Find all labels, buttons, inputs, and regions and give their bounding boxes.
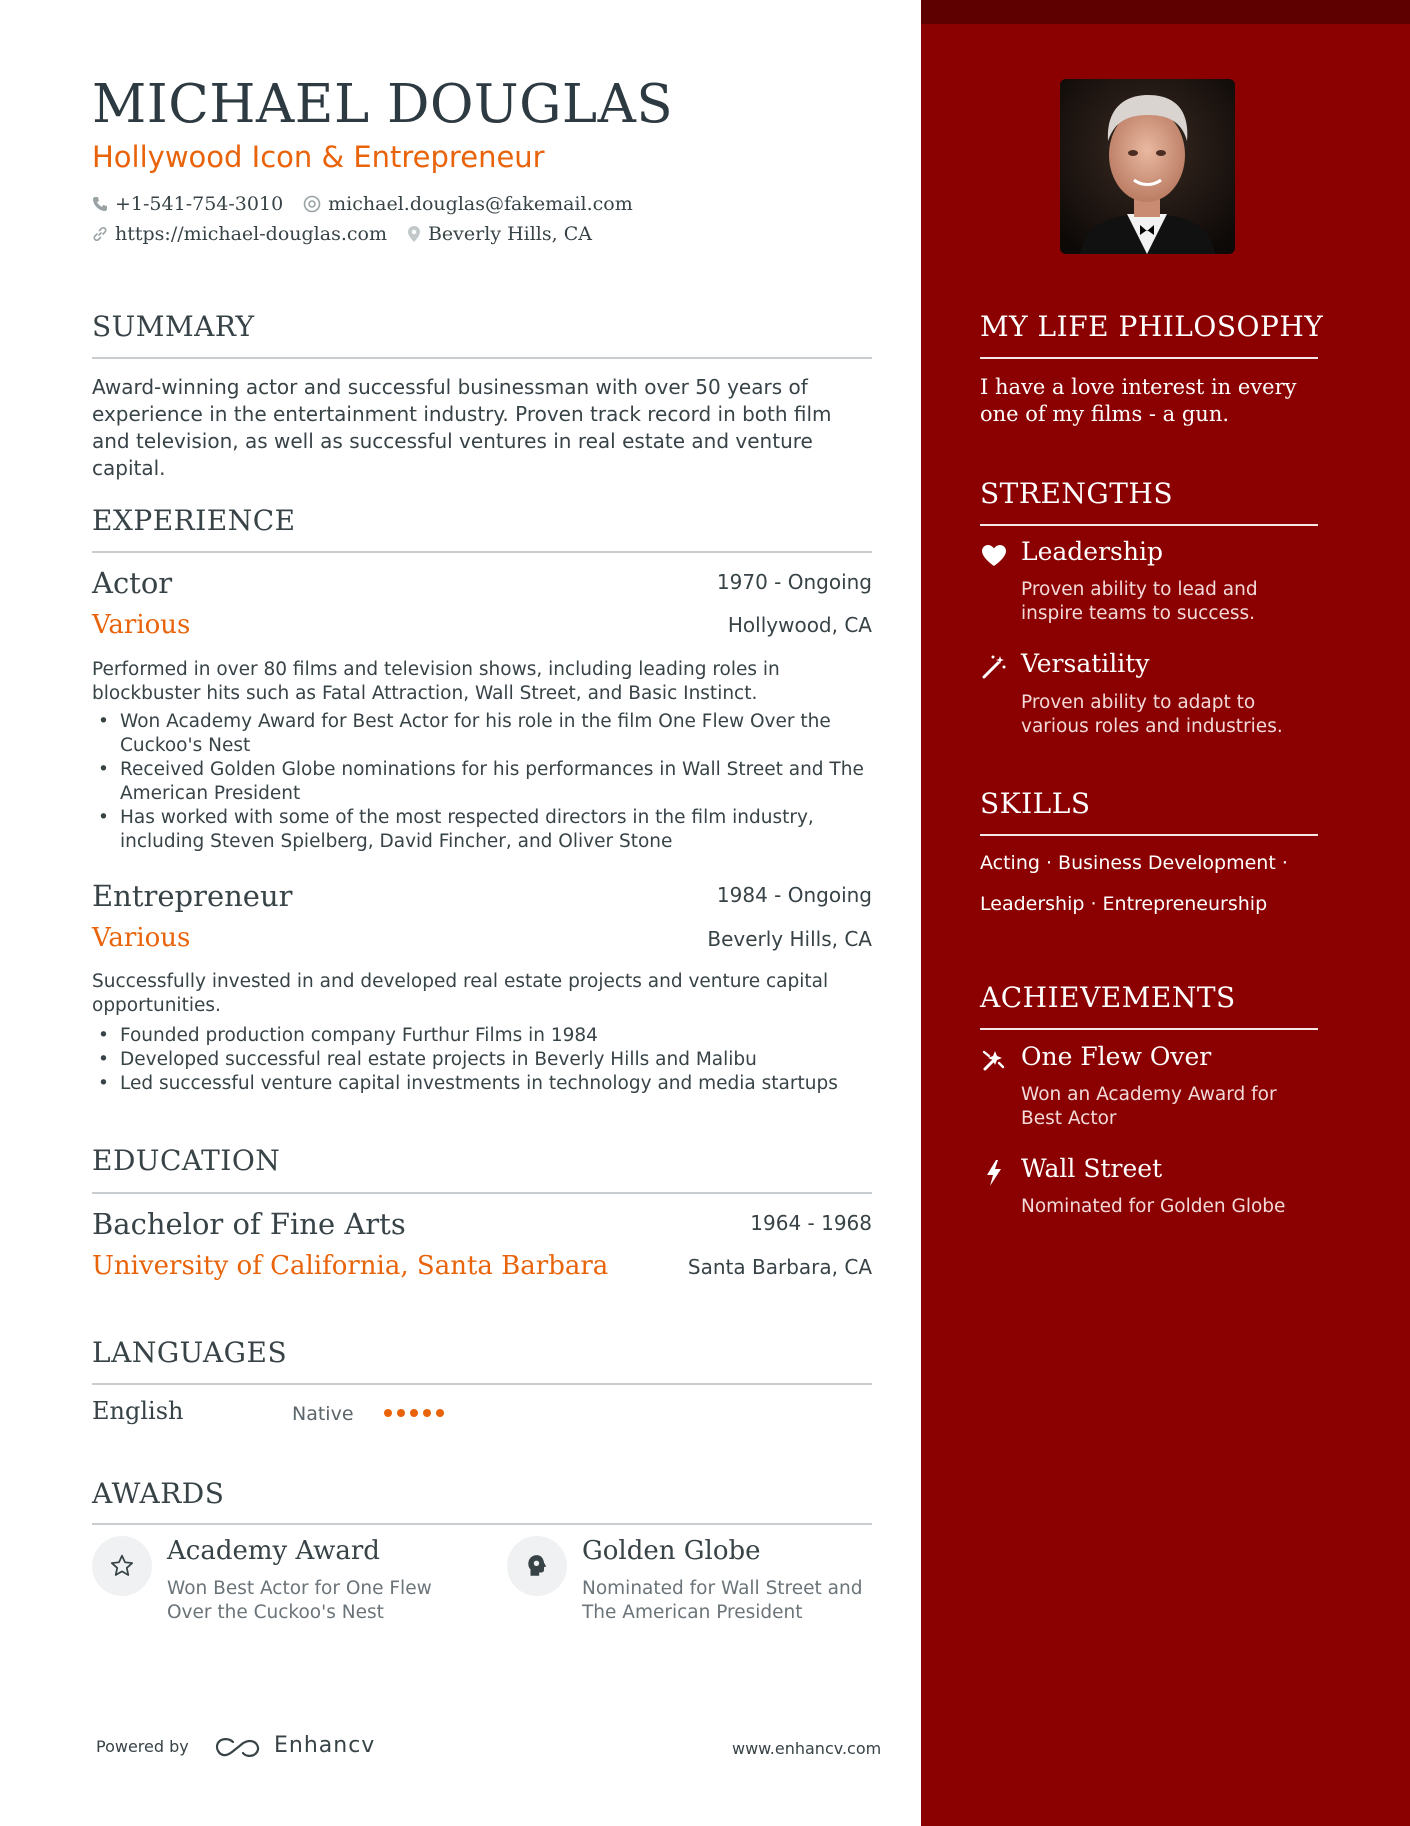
lightning-icon	[984, 1159, 1004, 1187]
education-divider	[92, 1192, 872, 1194]
star-icon	[109, 1553, 135, 1579]
strengths-divider	[980, 524, 1318, 526]
award-icon-wrap	[507, 1536, 567, 1596]
website-text[interactable]: https://michael-douglas.com	[115, 223, 387, 245]
location-pin-icon	[407, 225, 421, 243]
experience-heading: EXPERIENCE	[92, 504, 296, 537]
strength-description: Proven ability to adapt to various roles and industries.	[1021, 692, 1283, 737]
job-description: Successfully invested in and developed real estate projects and venture capital opportunities.	[92, 971, 829, 1016]
award-title: Academy Award	[167, 1536, 380, 1566]
philosophy-divider	[980, 357, 1318, 359]
achievement-description: Won an Academy Award for Best Actor	[1021, 1084, 1277, 1129]
main-column	[92, 0, 882, 1826]
job-company: Various	[92, 923, 191, 953]
profile-photo	[1060, 79, 1235, 254]
magic-wand-icon	[981, 654, 1007, 680]
languages-heading: LANGUAGES	[92, 1336, 288, 1369]
list-item: • Led successful venture capital investments in technology and media startups	[92, 1072, 872, 1096]
strength-description: Proven ability to lead and inspire teams to success.	[1021, 579, 1258, 624]
languages-divider	[92, 1383, 872, 1385]
achievement-description: Nominated for Golden Globe	[1021, 1196, 1286, 1217]
school-name: University of California, Santa Barbara	[92, 1251, 609, 1281]
education-dates: 1964 - 1968	[750, 1211, 872, 1235]
rating-dot	[384, 1409, 392, 1417]
awards-divider	[92, 1523, 872, 1525]
education-location: Santa Barbara, CA	[687, 1255, 872, 1279]
candidate-name: MICHAEL DOUGLAS	[92, 74, 674, 135]
powered-by-label: Powered by	[96, 1737, 189, 1756]
list-item: • Won Academy Award for Best Actor for his role in the film One Flew Over the Cuckoo's Nest	[92, 710, 872, 758]
skills-heading: SKILLS	[980, 787, 1091, 820]
skills-line: Acting · Business Development ·	[980, 852, 1288, 874]
skills-line: Leadership · Entrepreneurship	[980, 893, 1268, 915]
job-dates: 1984 - Ongoing	[716, 883, 872, 907]
list-item: • Received Golden Globe nominations for his performances in Wall Street and The American President	[92, 758, 872, 806]
sidebar	[921, 0, 1410, 1826]
strength-icon-wrap	[980, 653, 1008, 681]
education-heading: EDUCATION	[92, 1144, 281, 1177]
link-icon	[92, 226, 108, 242]
award-description: Nominated for Wall Street and The American President	[582, 1578, 863, 1623]
job-location: Beverly Hills, CA	[707, 927, 872, 951]
sidebar-top-band	[921, 0, 1410, 24]
at-icon	[303, 195, 321, 213]
phone-text[interactable]: +1-541-754-3010	[115, 193, 284, 215]
summary-heading: SUMMARY	[92, 310, 255, 343]
phone-icon	[92, 196, 108, 212]
job-bullets	[92, 1024, 872, 1096]
contact-row-2	[92, 223, 592, 245]
head-icon	[524, 1553, 550, 1579]
list-item: • Developed successful real estate projects in Beverly Hills and Malibu	[92, 1048, 872, 1072]
location-text: Beverly Hills, CA	[427, 223, 592, 245]
strength-icon-wrap	[980, 542, 1008, 570]
skills-list	[980, 843, 1320, 925]
summary-text: Award-winning actor and successful businessman with over 50 years of experience in the entertainment industry. Proven track record in both film and television, as well as successful ventures in real estate and venture capital.	[92, 375, 832, 480]
heart-icon	[981, 544, 1007, 568]
rating-dot	[397, 1409, 405, 1417]
job-role: Entrepreneur	[92, 879, 293, 913]
list-item: • Founded production company Furthur Films in 1984	[92, 1024, 872, 1048]
strengths-heading: STRENGTHS	[980, 477, 1174, 510]
achievement-title: Wall Street	[1021, 1154, 1163, 1183]
job-company: Various	[92, 610, 191, 640]
enhancv-brand[interactable]: Enhancv	[274, 1733, 376, 1758]
strength-title: Versatility	[1021, 649, 1150, 678]
language-rating	[384, 1409, 444, 1417]
trophy-burst-icon	[981, 1047, 1007, 1073]
job-location: Hollywood, CA	[727, 613, 872, 637]
achievement-title: One Flew Over	[1021, 1042, 1212, 1071]
language-name: English	[92, 1397, 184, 1425]
philosophy-heading: MY LIFE PHILOSOPHY	[980, 310, 1324, 343]
awards-heading: AWARDS	[92, 1477, 225, 1510]
award-icon-wrap	[92, 1536, 152, 1596]
candidate-title: Hollywood Icon & Entrepreneur	[92, 140, 545, 174]
strength-title: Leadership	[1021, 537, 1163, 566]
skills-divider	[980, 834, 1318, 836]
achievements-heading: ACHIEVEMENTS	[980, 981, 1236, 1014]
experience-divider	[92, 551, 872, 553]
degree-title: Bachelor of Fine Arts	[92, 1207, 406, 1241]
language-level: Native	[292, 1403, 354, 1425]
job-dates: 1970 - Ongoing	[716, 570, 872, 594]
rating-dot	[436, 1409, 444, 1417]
job-role: Actor	[92, 566, 173, 600]
email-text[interactable]: michael.douglas@fakemail.com	[328, 193, 633, 215]
award-description: Won Best Actor for One Flew Over the Cuckoo's Nest	[167, 1578, 432, 1623]
achievement-icon-wrap	[980, 1046, 1008, 1074]
footer-url[interactable]: www.enhancv.com	[732, 1739, 882, 1758]
philosophy-quote: I have a love interest in every one of my films - a gun.	[980, 375, 1297, 426]
achievements-divider	[980, 1028, 1318, 1030]
list-item: • Has worked with some of the most respected directors in the film industry, including Steven Spielberg, David Fincher, and Oliver Stone	[92, 806, 872, 854]
rating-dot	[423, 1409, 431, 1417]
job-description: Performed in over 80 films and television shows, including leading roles in blockbuster hits such as Fatal Attraction, Wall Street, and Basic Instinct.	[92, 659, 780, 704]
contact-row-1	[92, 193, 633, 215]
achievement-icon-wrap	[980, 1159, 1008, 1187]
job-bullets	[92, 710, 872, 854]
award-title: Golden Globe	[582, 1536, 761, 1566]
enhancv-logo-icon	[215, 1737, 261, 1759]
summary-divider	[92, 357, 872, 359]
rating-dot	[410, 1409, 418, 1417]
